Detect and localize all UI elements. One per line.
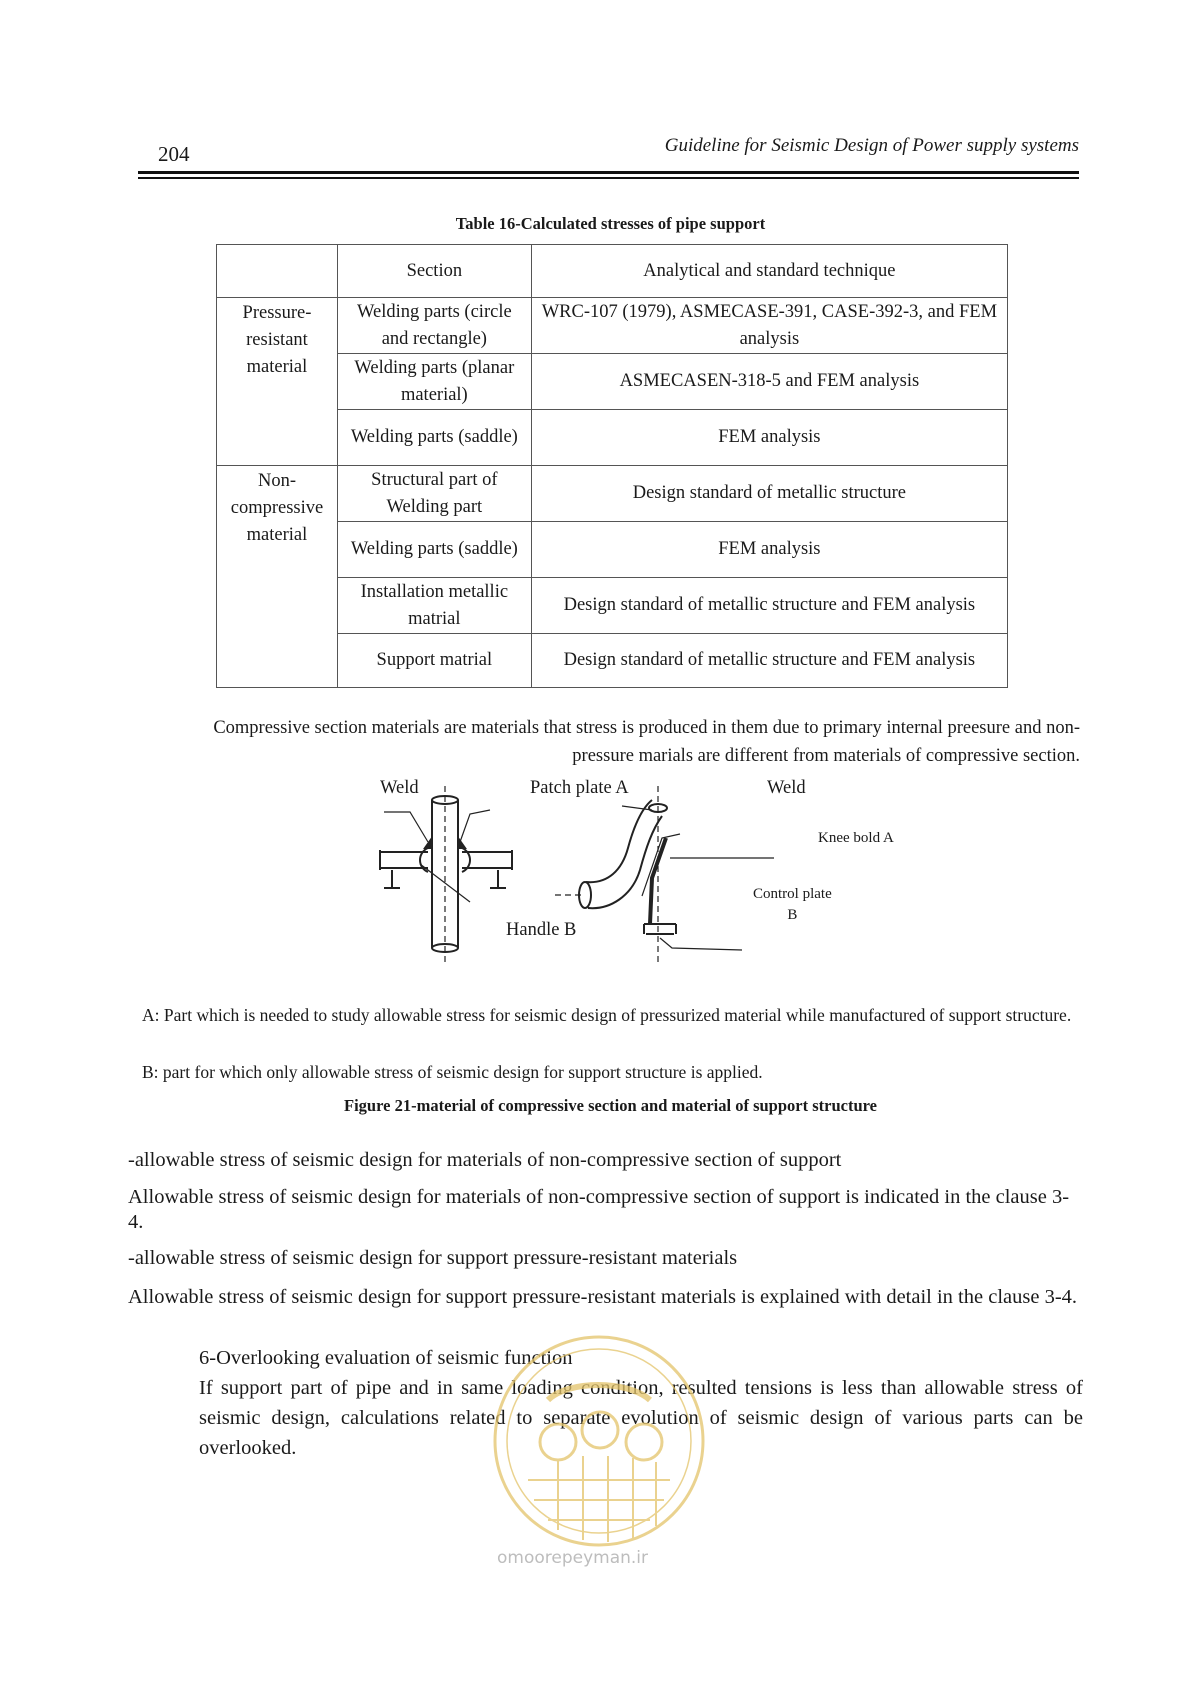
technique-cell: ASMECASEN-318-5 and FEM analysis (531, 354, 1007, 410)
paragraph-overlooking: If support part of pipe and in same loading condition, resulted tensions is less than allowable stress of seismic design, calculations related to separate evolution of seismic design of various parts can be overlooked. (199, 1377, 1083, 1459)
table-row (217, 466, 1008, 522)
watermark-seal-icon (488, 1330, 710, 1552)
technique-cell: Design standard of metallic structure and FEM analysis (531, 578, 1007, 634)
table-row (217, 298, 1008, 354)
header-rule-thin (138, 177, 1079, 179)
technique-cell: FEM analysis (531, 522, 1007, 578)
section-heading-overlooking: 6-Overlooking evaluation of seismic function (199, 1347, 573, 1369)
control-plate (644, 924, 676, 934)
label-weld-left: Weld (380, 778, 419, 798)
technique-cell: Design standard of metallic structure (531, 466, 1007, 522)
label-handle: Handle B (506, 920, 577, 940)
stress-table (216, 244, 1008, 688)
label-weld-right: Weld (767, 778, 806, 798)
watermark-site: omoorepeyman.ir (497, 1548, 649, 1568)
label-knee-bold: Knee bold A (818, 830, 894, 846)
pipe-support-figure (370, 778, 910, 964)
section-cell: Installation metallic matrial (337, 578, 531, 634)
running-header: Guideline for Seismic Design of Power supply systems (664, 135, 1079, 156)
technique-cell: WRC-107 (1979), ASMECASE-391, CASE-392-3, and FEM analysis (531, 298, 1007, 354)
right-foot (490, 870, 506, 888)
pipe-support-drawing (370, 778, 910, 964)
section-heading-non-compressive: -allowable stress of seismic design for materials of non-compressive section of support (128, 1149, 842, 1171)
section-cell: Welding parts (planar material) (337, 354, 531, 410)
label-control-plate: Control plate B (753, 886, 832, 923)
group-label-pressure-resistant: Pressure-resistant material (217, 298, 338, 466)
section-heading-pressure-resistant: -allowable stress of seismic design for support pressure-resistant materials (128, 1247, 738, 1269)
watermark-seal (488, 1330, 710, 1552)
table-header-cell: Section (337, 245, 531, 298)
page-number: 204 (158, 142, 190, 166)
left-foot (384, 870, 400, 888)
group-label-non-compressive: Non-compressive material (217, 466, 338, 688)
weld-right-leader (622, 806, 652, 810)
patch-plate-leader (460, 810, 490, 842)
label-patch-plate: Patch plate A (530, 778, 629, 798)
figure-note-b: B: part for which only allowable stress of seismic design for support structure is applied. (142, 1062, 763, 1082)
control-plate-leader (660, 938, 742, 950)
paragraph-non-compressive: Allowable stress of seismic design for materials of non-compressive section of support is indicated in the clause 3-4. (128, 1186, 1070, 1233)
section-cell: Support matrial (337, 634, 531, 688)
section-cell: Welding parts (saddle) (337, 410, 531, 466)
paragraph-pressure-resistant: Allowable stress of seismic design for support pressure-resistant materials is explained with detail in the clause 3-4. (128, 1286, 1078, 1308)
elbow-outer (586, 800, 652, 882)
table-header-cell (217, 245, 338, 298)
figure-note-a: A: Part which is needed to study allowable stress for seismic design of pressurized material while manufactured of support structure. (142, 1005, 1072, 1025)
table-header-cell: Analytical and standard technique (531, 245, 1007, 298)
intro-note: Compressive section materials are materials that stress is produced in them due to primary internal preesure and non-pressure marials are different from materials of compressive section. (213, 718, 1080, 766)
table-caption: Table 16-Calculated stresses of pipe support (455, 214, 766, 233)
section-cell: Structural part of Welding part (337, 466, 531, 522)
table-header-row (217, 245, 1008, 298)
header-rule-thick (138, 171, 1079, 174)
technique-cell: FEM analysis (531, 410, 1007, 466)
section-cell: Welding parts (circle and rectangle) (337, 298, 531, 354)
figure-caption: Figure 21-material of compressive section and material of support structure (344, 1096, 877, 1115)
technique-cell: Design standard of metallic structure and FEM analysis (531, 634, 1007, 688)
section-cell: Welding parts (saddle) (337, 522, 531, 578)
weld-left-leader (384, 812, 428, 842)
